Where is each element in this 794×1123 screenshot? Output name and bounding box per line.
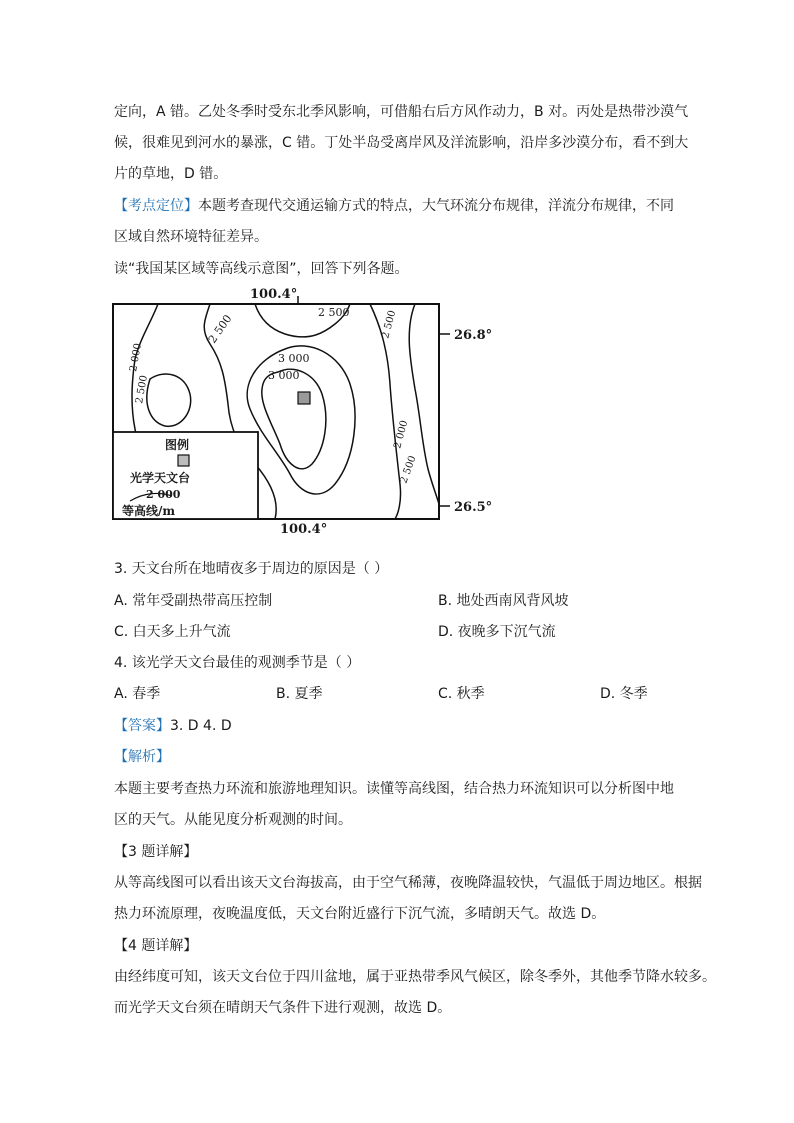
text-line: 区域自然环境特征差异。 xyxy=(114,229,268,245)
legend-observatory-icon xyxy=(178,455,189,466)
lat-label-bottom: 26.5° xyxy=(454,500,493,515)
answer-tag: 【答案】 xyxy=(114,718,170,734)
contour-label: 2 500 xyxy=(380,309,399,340)
text-line: 读“我国某区域等高线示意图”，回答下列各题。 xyxy=(114,261,409,277)
observatory-marker xyxy=(298,392,310,404)
kaodian-line xyxy=(114,196,674,216)
legend-title: 图例 xyxy=(165,438,190,452)
lon-label-bottom: 100.4° xyxy=(280,522,328,534)
text-line: 候，很难见到河水的暴涨，C 错。丁处半岛受离岸风及洋流影响，沿岸多沙漠分布，看不到大 xyxy=(114,135,689,151)
lat-label-top: 26.8° xyxy=(454,328,493,343)
q4-option-d: D. 冬季 xyxy=(600,686,648,702)
answer-line xyxy=(114,716,232,736)
text-line: 片的草地，D 错。 xyxy=(114,166,228,182)
contour-label: 2 500 xyxy=(134,374,150,405)
analysis-tag: 【解析】 xyxy=(114,749,170,765)
contour-label: 2 500 xyxy=(205,312,235,346)
contour-label: 3 000 xyxy=(268,369,300,382)
detail3-line: 从等高线图可以看出该天文台海拔高，由于空气稀薄，夜晚降温较快，气温低于周边地区。根据 xyxy=(114,875,702,891)
analysis-line: 本题主要考查热力环流和旅游地理知识。读懂等高线图，结合热力环流知识可以分析图中地 xyxy=(114,781,674,797)
detail4-line: 而光学天文台须在晴朗天气条件下进行观测，故选 D。 xyxy=(114,1000,452,1016)
q4-option-c: C. 秋季 xyxy=(438,686,485,702)
kaodian-tag: 【考点定位】 xyxy=(114,198,198,214)
contour-line xyxy=(147,374,191,426)
text-line: 定向，A 错。乙处冬季时受东北季风影响，可借船右后方风作动力，B 对。丙处是热带沙漠气 xyxy=(114,104,689,120)
contour-label: 2 000 xyxy=(392,419,411,450)
q4-option-b: B. 夏季 xyxy=(276,686,323,702)
detail4-line: 由经纬度可知，该天文台位于四川盆地，属于亚热带季风气候区，除冬季外，其他季节降水较多。 xyxy=(114,969,716,985)
contour-label: 2 500 xyxy=(318,306,350,319)
contour-map xyxy=(110,284,510,534)
contour-label: 2 500 xyxy=(398,454,419,486)
legend-observatory-label: 光学天文台 xyxy=(130,471,191,485)
q3-option-a: A. 常年受副热带高压控制 xyxy=(114,593,273,609)
answer-text: 3. D 4. D xyxy=(170,718,232,734)
q3-option-d: D. 夜晚多下沉气流 xyxy=(438,624,556,640)
q4-option-a: A. 春季 xyxy=(114,686,161,702)
contour-line xyxy=(262,369,326,469)
detail3-line: 热力环流原理，夜晚温度低，天文台附近盛行下沉气流，多晴朗天气。故选 D。 xyxy=(114,906,606,922)
lon-label-top: 100.4° xyxy=(250,287,298,302)
kaodian-text: 本题考查现代交通运输方式的特点，大气环流分布规律，洋流分布规律，不同 xyxy=(198,198,674,214)
contour-label: 2 000 xyxy=(128,342,144,373)
contour-label: 3 000 xyxy=(278,352,310,365)
legend-contour-label: 等高线/m xyxy=(122,504,176,518)
contour-line xyxy=(247,346,355,494)
q4-stem: 4. 该光学天文台最佳的观测季节是（ ） xyxy=(114,655,361,671)
detail3-tag: 【3 题详解】 xyxy=(114,844,198,860)
q3-option-b: B. 地处西南风背风坡 xyxy=(438,593,569,609)
legend-contour-value: 2 000 xyxy=(146,488,181,501)
contour-line xyxy=(409,304,439,504)
analysis-line: 区的天气。从能见度分析观测的时间。 xyxy=(114,812,352,828)
q3-stem: 3. 天文台所在地晴夜多于周边的原因是（ ） xyxy=(114,561,389,577)
detail4-tag: 【4 题详解】 xyxy=(114,938,198,954)
q3-option-c: C. 白天多上升气流 xyxy=(114,624,231,640)
